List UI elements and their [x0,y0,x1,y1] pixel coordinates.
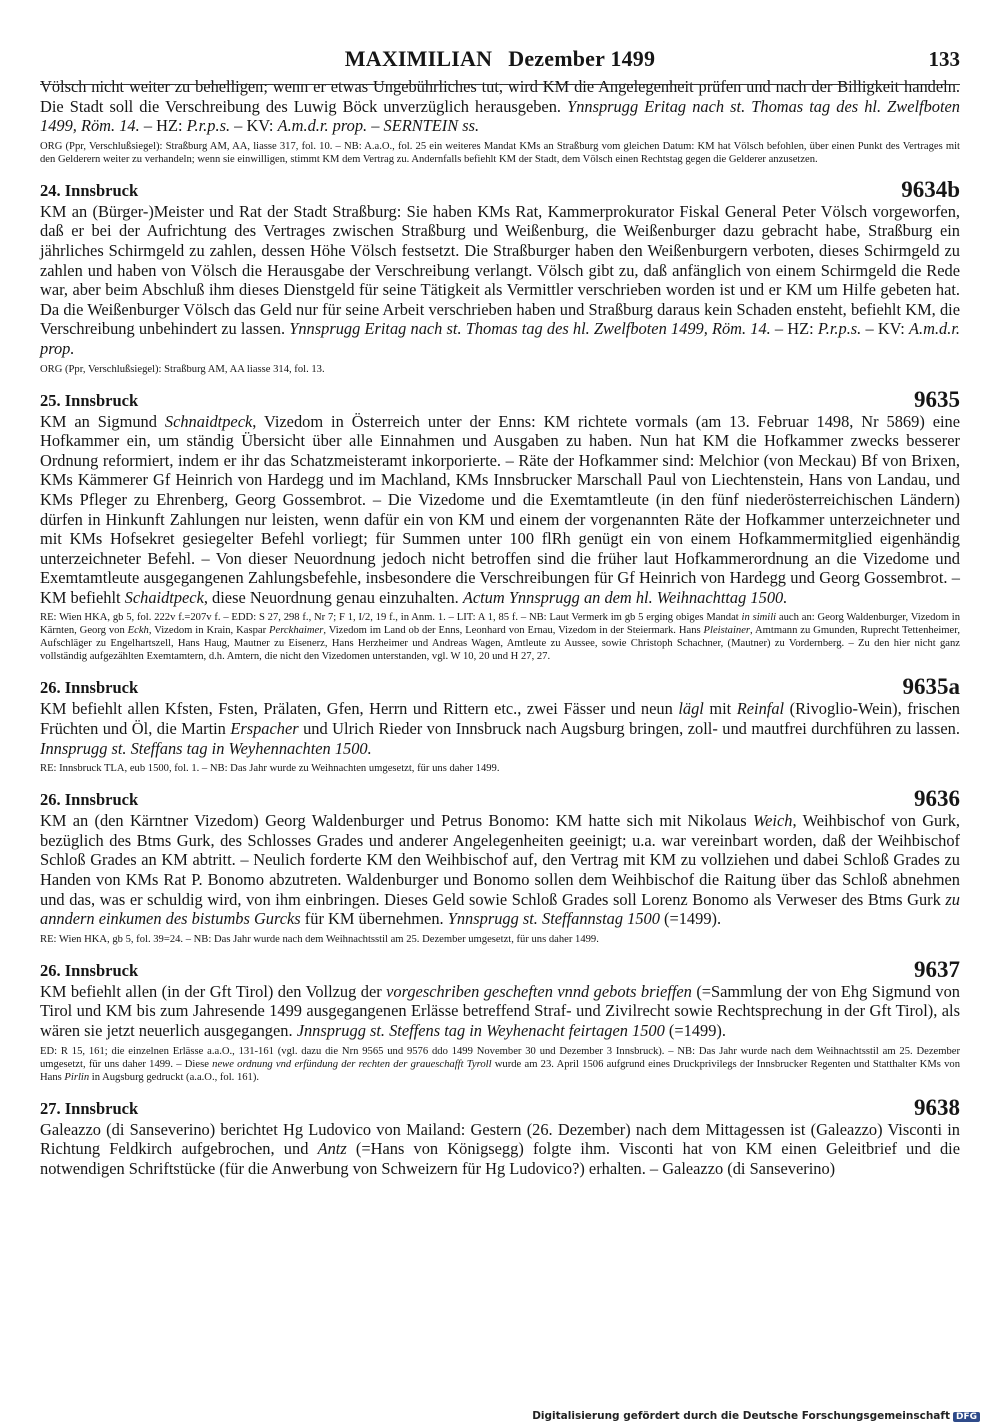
entry-note [40,1045,960,1084]
entry-text-italic: Schnaidtpeck [164,411,253,431]
entry-text-segment: (=1499). [664,1021,726,1040]
intro-text-1: Völsch nicht weiter zu behelligen; wenn er etwas Ungebührliches tut, wird KM die Angelegenheit prüfen und nach der Billigkeit handeln. Die Stadt soll die Verschreibung des Luwig Böck unverzüglich herausgeben. [40,77,960,116]
entry [40,176,960,376]
entry-text [40,1120,960,1179]
entry [40,956,960,1084]
dfg-logo: DFG [953,1412,980,1422]
entry-text-segment: (=1499). [659,909,722,929]
entry-text-segment: , diese Neuordnung genau einzuhalten. [203,587,463,607]
entry-text-segment: für KM übernehmen. [300,909,448,929]
entry-note-segment: auch an: Georg Waldenburger, Vizedom in Kärnten, Georg von [40,612,961,637]
entry-location: 26. Innsbruck [40,960,139,980]
entry [40,1094,960,1179]
running-title-name: MAXIMILIAN [344,46,493,71]
entry-note-italic: Pirlin [64,1071,90,1083]
entry-text-italic: Ynnsprugg Eritag nach st. Thomas tag des hl. Zwelfboten 1499, Röm. 14. [289,319,771,339]
intro-italic-3: A.m.d.r. prop. – SERNTEIN ss. [277,116,480,136]
intro-note: ORG (Ppr, Verschlußsiegel): Straßburg AM, AA, liasse 317, fol. 10. – NB: A.a.O., fol. 25 ein weiteres Mandat KMs an Straßburg vom gleichen Datum: KM hat Völsch befohlen, über einen Punkt des Vertrages mit den Gelderern weiter zu verhandeln; wenn sie einwilligen, stimmt KM dem Vertrag zu. Andernfalls befiehlt KM der Stadt, dem Völsch einen Rechtstag gegen die Gelderer anzusetzen. [40,140,960,165]
entry-text-italic: zu anndern einkumen des bistumbs Gurcks [40,889,960,929]
entry-text-segment: (=Sammlung der von Ehg Sigmund von Tirol und KM bis zum Jahresende 1499 ausgegangenen Erlässe betreffend Straf- und Zivilrecht sowie Rechtsprechung in der Gft Tirol), als wären sie jetzt neuerlich ausgegangen. [40,981,960,1040]
entry-number: 9637 [914,956,960,982]
entry-note-segment: RE: Innsbruck TLA, eub 1500, fol. 1. – NB: Das Jahr wurde zu Weihnachten umgesetzt, für uns daher 1499. [40,763,500,775]
entry-text-italic: A.m.d.r. prop. [40,319,960,358]
entry-note-segment: , Amtmann zu Gmunden, Ruprecht Tettenheimer, Aufschläger zu Engelhartszell, Hans Haug, Mautner zu Eisenerz, Hans Herzheimer und Andreas Wagen, Amtleute zu Aussee, sowie Christoph Schachner, (Mautner) zu Vordernberg. – Zu den hier nicht ganz vollständig aufgezählten Exemtamtern, d.h. Amtern, die nicht den Vizedomen unterstanden, vgl. W 10, 20 und H 27, 27. [40,625,960,663]
entry-text-segment: , Weihbischof von Gurk, bezüglich des Btms Gurk, des Schlosses Grades und anderer Angelegenheiten geeinigt; u.a. war vereinbart worden, daß der Weihbischof Schloß Grades an KM abtritt. – Neulich forderte KM den Weihbischof auf, den Vertrag mit KM zu vollziehen und dabei Schloß Grades zu Handen von KMs Rat P. Bonomo abzutreten. Waldenburger und Bonomo sollen dem Weihbischof die Raitung über das Schloß abnehmen und das, was er schuldig wird, von ihm einbringen. Dieses Geld sowie Schloß Grades soll Lorenz Bonomo als Verweser des Btms Gurk [40,811,960,909]
entry-location: 27. Innsbruck [40,1098,139,1118]
entry-text-segment: , Vizedom in Österreich unter der Enns: KM richtete vormals (am 13. Februar 1498, Nr 5869) eine Hofkammer ein, um ständig Übersicht über alle Einnahmen und Ausgaben zu haben. Nun hat KM die Hofkammer zwecks besserer Ordnung reformiert, indem er ihr das Schatzmeisteramt inkorporierte. – Räte der Hofkammer sind: Melchior (von Meckau) Bf von Brixen, KMs Kämmerer Gf Heinrich von Hardegg und im Machland, KMs Innsbrucker Marschall Paul von Liechtenstein, Hans von Landau, und KMs Pfleger zu Ehrenberg, Georg Gossembrot. – Die Vizedome und die Exemtamtleute (in den fünf niederösterreichischen Ländern) dürfen in Hinkunft Zahlungen nur leisten, wenn dafür ein von KM und einem der vorgenannten Räte der Hofkammer unterzeichneter und mit KMs Hofsekret gesiegelter Befehl vorliegt; für Summen unter 100 flRh genügt ein von einem Hofkammermitglied eigenhändig unterzeichneter Befehl. – Von dieser Neuordnung jedoch nicht betroffen sind die früher laut Hofkammerordnung an die Vizedome und Exemtamtleute ausgegangenen Zahlungsbefehle, insbesondere die Verschreibungen für Gf Heinrich von Hardegg und Georg Gossembrot. – KM befiehlt [40,411,961,607]
intro-italic-1: Ynnsprugg Eritag nach st. Thomas tag des hl. Zwelfboten 1499, Röm. 14. [40,96,960,136]
entry-note-segment: wurde am 23. April 1506 aufgrund eines Druckprivilegs der Innsbrucker Regenten und Statthalter KMs von Hans [40,1058,960,1083]
entry-text-segment: KM an (den Kärntner Vizedom) Georg Waldenburger und Petrus Bonomo: KM hatte sich mit Nikolaus [40,811,753,831]
running-title [40,46,960,72]
entry-text [40,699,960,758]
footer-text: Digitalisierung gefördert durch die Deutsche Forschungsgemeinschaft [532,1410,950,1422]
entry-text [40,811,960,929]
entry-note-italic: Pleistainer [703,625,751,637]
entry-text-segment: (Rivoglio-Wein), frischen Früchten und Öl, die Martin [40,699,960,739]
page-header [40,0,960,85]
intro-text-3: – KV: [230,116,278,136]
entry-note-italic: newe ordnung vnd erfündung der rechten der graueschafft Tyroll [212,1058,492,1070]
entry-text [40,412,960,608]
entry-note-segment: ORG (Ppr, Verschlußsiegel): Straßburg AM, AA liasse 314, fol. 13. [40,363,325,375]
entry-text-italic: vorgeschriben gescheften vnnd gebots brieffen [386,981,692,1001]
entry-location: 26. Innsbruck [40,790,139,810]
running-title-date: Dezember 1499 [508,46,656,71]
entry-number: 9634b [901,176,960,202]
entry-text-italic: Actum Ynnsprugg an dem hl. Weihnachttag 1500. [462,587,788,607]
entry-note-segment: RE: Wien HKA, gb 5, fol. 39=24. – NB: Das Jahr wurde nach dem Weihnachtsstil am 25. Dezember umgesetzt, für uns daher 1499. [40,933,599,945]
entry-text-segment: KM an (Bürger-)Meister und Rat der Stadt Straßburg: Sie haben KMs Rat, Kammerprokurator Fiskal General Peter Völsch vorgeworfen, daß er bei der Aufrichtung des Vertrages zwischen Straßburg und Weißenburg, die Weißenburger dazu gebracht habe, Straßburg ein jährliches Schirmgeld zu zahlen, dessen Höhe Völsch festsetzt. Die Straßburger haben den Weißenburgern verboten, dieses Schirmgeld zu zahlen und haben von Völsch die Herausgabe der Verschreibung verlangt. Völsch gibt zu, daß anfänglich von einem Schirmgeld die Rede war, aber beim Abschluß ihm dieses Dienstgeld für seine Tätigkeit als Vermittler verschrieben worden ist und er KM um Hilfe gebeten hat. Da die Weißenburger Völsch das Geld nur für seine Arbeit verschrieben haben und Straßburg daraus kein Schaden ensteht, befiehlt KM, die Verschreibung unbehindert zu lassen. [40,201,960,339]
entry-note [40,762,960,775]
entry-number: 9638 [914,1094,960,1120]
entry-text-italic: Ynnsprugg st. Steffannstag 1500 [447,909,660,929]
entry-location: 26. Innsbruck [40,678,139,698]
entry-heading [40,1094,960,1120]
entry-text-italic: Weich [753,811,793,831]
page-footer [532,1410,980,1422]
entry-text-segment: mit [703,699,737,719]
intro-text-2: – HZ: [139,116,187,136]
entry-text-italic: Reinfal [736,699,785,719]
entry-note-segment: in Augsburg gedruckt (a.a.O., fol. 161). [89,1071,260,1083]
entry-note-segment: , Vizedom im Land ob der Enns, Leonhard von Ernau, Vizedom in der Steiermark. Hans [323,625,704,637]
page-number: 133 [928,47,960,71]
intro-paragraph [40,77,960,136]
entry-text-segment: KM an Sigmund [40,411,165,431]
entry [40,674,960,775]
entry-text-italic: Erspacher [230,719,299,739]
entry-number: 9636 [914,786,960,812]
entries-list [40,176,961,1179]
entry-text-segment: – KV: [861,319,909,339]
entry-heading [40,176,960,202]
entry-text [40,982,960,1041]
page-content [40,77,960,1178]
entry-location: 25. Innsbruck [40,390,139,410]
entry-heading [40,674,960,700]
entry-heading [40,956,960,982]
entry-text-italic: Innsprugg st. Steffans tag in Weyhennachten 1500. [40,738,372,758]
entry [40,386,961,664]
entry [40,786,960,946]
entry-text-segment: Galeazzo (di Sanseverino) berichtet Hg Ludovico von Mailand: Gestern (26. Dezember) nach dem Mittagessen ist (Galeazzo) Visconti in Richtung Feldkirch aufgebrochen, und [40,1119,960,1159]
entry-number: 9635 [914,386,960,412]
entry-number: 9635a [902,674,960,700]
entry-text-italic: Schaidtpeck [124,587,204,607]
entry-note-segment: RE: Wien HKA, gb 5, fol. 222v f.=207v f. – EDD: S 27, 298 f., Nr 7; F 1, I/2, 19 f., in Anm. 1. – LIT: A 1, 85 f. – NB: Laut Vermerk im gb 5 erging obiges Mandat [40,612,742,624]
entry-location: 24. Innsbruck [40,180,139,200]
entry-text-segment: KM befiehlt allen (in der Gft Tirol) den Vollzug der [40,981,387,1001]
entry-note-segment: ED: R 15, 161; die einzelnen Erlässe a.a.O., 131-161 (vgl. dazu die Nrn 9565 und 9576 ddo 1499 November 30 und Dezember 3 Innsbruck). – NB: Das Jahr wurde nach dem Weihnachtsstil am 25. Dezember umgesetzt, für uns daher 1499. – Diese [40,1045,960,1070]
entry-note [40,363,960,376]
entry-text-italic: Jnnsprugg st. Steffens tag in Weyhenacht feirtagen 1500 [296,1021,665,1040]
entry-text [40,202,960,359]
entry-note-italic: Perckhaimer [269,625,324,637]
entry-text-italic: P.r.p.s. [817,319,862,339]
entry-text-segment: – HZ: [770,319,818,339]
entry-text-italic: lägl [678,699,704,719]
entry-text-segment: KM befiehlt allen Kfsten, Fsten, Prälaten, Gfen, Herrn und Rittern etc., zwei Fässer und neun [40,699,679,719]
intro-italic-2: P.r.p.s. [186,116,231,136]
entry-note-italic: Eckh [127,625,149,637]
entry-text-italic: Antz [317,1139,347,1159]
entry-note [40,611,960,663]
entry-text-segment: und Ulrich Rieder von Innsbruck nach Augsburg bringen, zoll- und mautfrei durchführen zu lassen. [298,719,960,739]
entry-heading [40,786,960,812]
entry-note-italic: in simili [741,612,777,624]
entry-note [40,933,960,946]
entry-heading [40,386,960,412]
entry-text-segment: (=Hans von Königsegg) folgte ihm. Visconti hat von KM einen Geleitbrief und die notwendigen Schriftstücke (für die Anwerbung von Schweizern für Hg Ludovico?) erhalten. – Galeazzo (di Sanseverino) [40,1139,960,1178]
entry-note-segment: , Vizedom in Krain, Kaspar [148,625,270,637]
